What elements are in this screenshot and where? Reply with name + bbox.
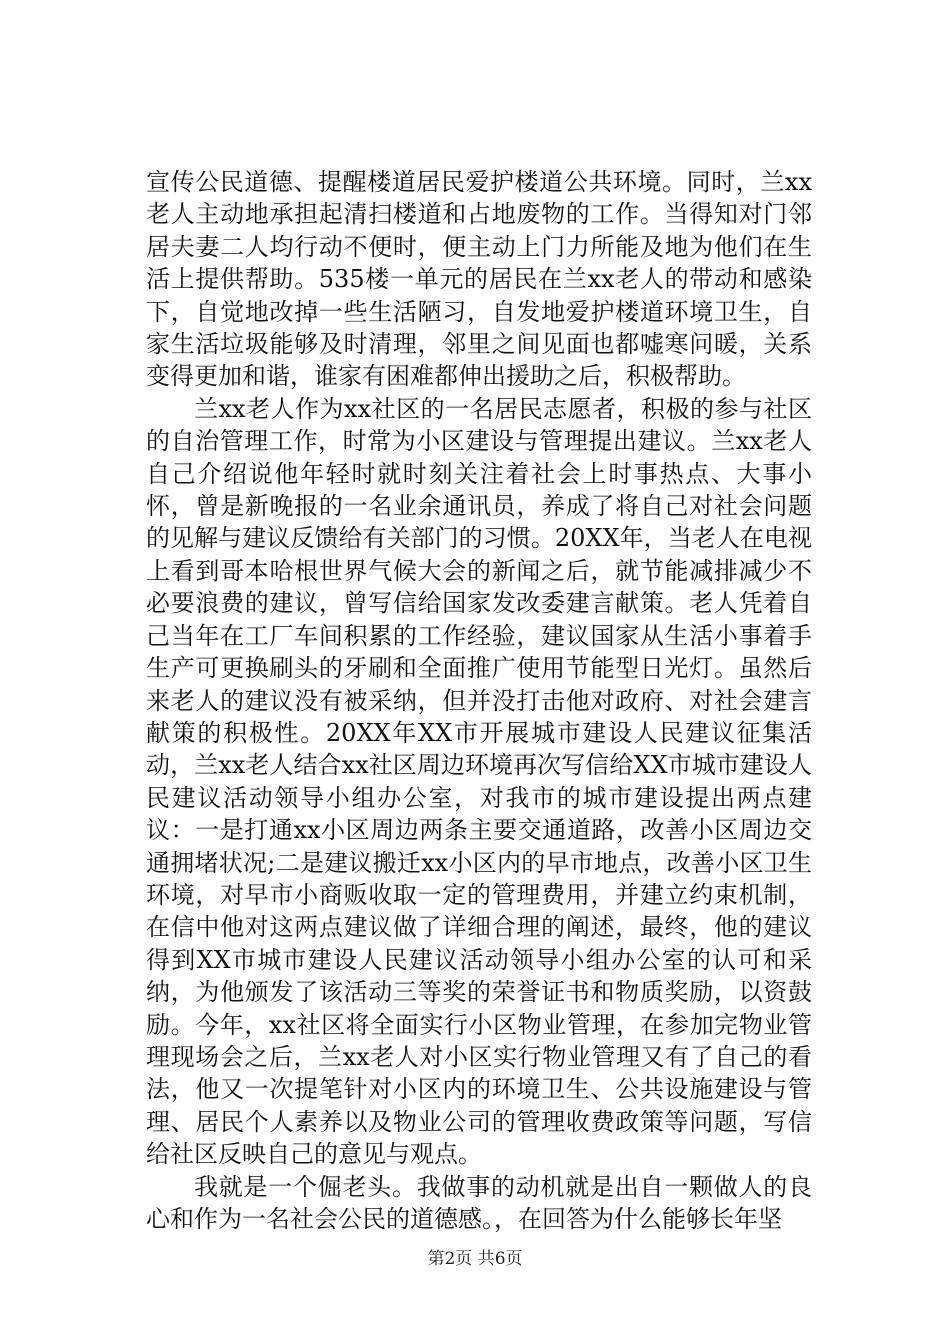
body-text (146, 166, 812, 1235)
paragraph-3: 我就是一个倔老头。我做事的动机就是出自一颗做人的良心和作为一名社会公民的道德感。，在回答为什么能够长年坚 (146, 1172, 812, 1233)
paragraph-2: 兰xx老人作为xx社区的一名居民志愿者，积极的参与社区的自治管理工作，时常为小区建设与管理提出建议。兰xx老人自己介绍说他年轻时就时刻关注着社会上时事热点、大事小怀，曾是新晚报的一名业余通讯员，养成了将自己对社会问题的见解与建议反馈给有关部门的习惯。20XX年，当老人在电视上看到哥本哈根世界气候大会的新闻之后，就节能减排减少不必要浪费的建议，曾写信给国家发改委建言献策。老人凭着自己当年在工厂车间积累的工作经验，建议国家从生活小事着手生产可更换刷头的牙刷和全面推广使用节能型日光灯。虽然后来老人的建议没有被采纳，但并没打击他对政府、对社会建言献策的积极性。20XX年XX市开展城市建设人民建议征集活动，兰xx老人结合xx社区周边环境再次写信给XX市城市建设人民建议活动领导小组办公室，对我市的城市建设提出两点建议：一是打通xx小区周边两条主要交通道路，改善小区周边交通拥堵状况;二是建议搬迁xx小区内的早市地点，改善小区卫生环境，对早市小商贩收取一定的管理费用，并建立约束机制，在信中他对这两点建议做了详细合理的阐述，最终，他的建议得到XX市城市建设人民建议活动领导小组办公室的认可和采纳，为他颁发了该活动三等奖的荣誉证书和物质奖励，以资鼓励。今年，xx社区将全面实行小区物业管理，在参加完物业管理现场会之后，兰xx老人对小区实行物业管理又有了自己的看法，他又一次提笔针对小区内的环境卫生、公共设施建设与管理、居民个人素养以及物业公司的管理收费政策等问题，写信给社区反映自己的意见与观点。 (146, 394, 812, 1169)
paragraph-1: 宣传公民道德、提醒楼道居民爱护楼道公共环境。同时，兰xx老人主动地承担起清扫楼道和占地废物的工作。当得知对门邻居夫妻二人均行动不便时，便主动上门力所能及地为他们在生活上提供帮助。535楼一单元的居民在兰xx老人的带动和感染下，自觉地改掉一些生活陋习，自发地爱护楼道环境卫生，自家生活垃圾能够及时清理，邻里之间见面也都嘘寒问暖，关系变得更加和谐，谁家有困难都伸出援助之后，积极帮助。 (146, 168, 812, 391)
page-footer: 第2页 共6页 (427, 1249, 523, 1269)
